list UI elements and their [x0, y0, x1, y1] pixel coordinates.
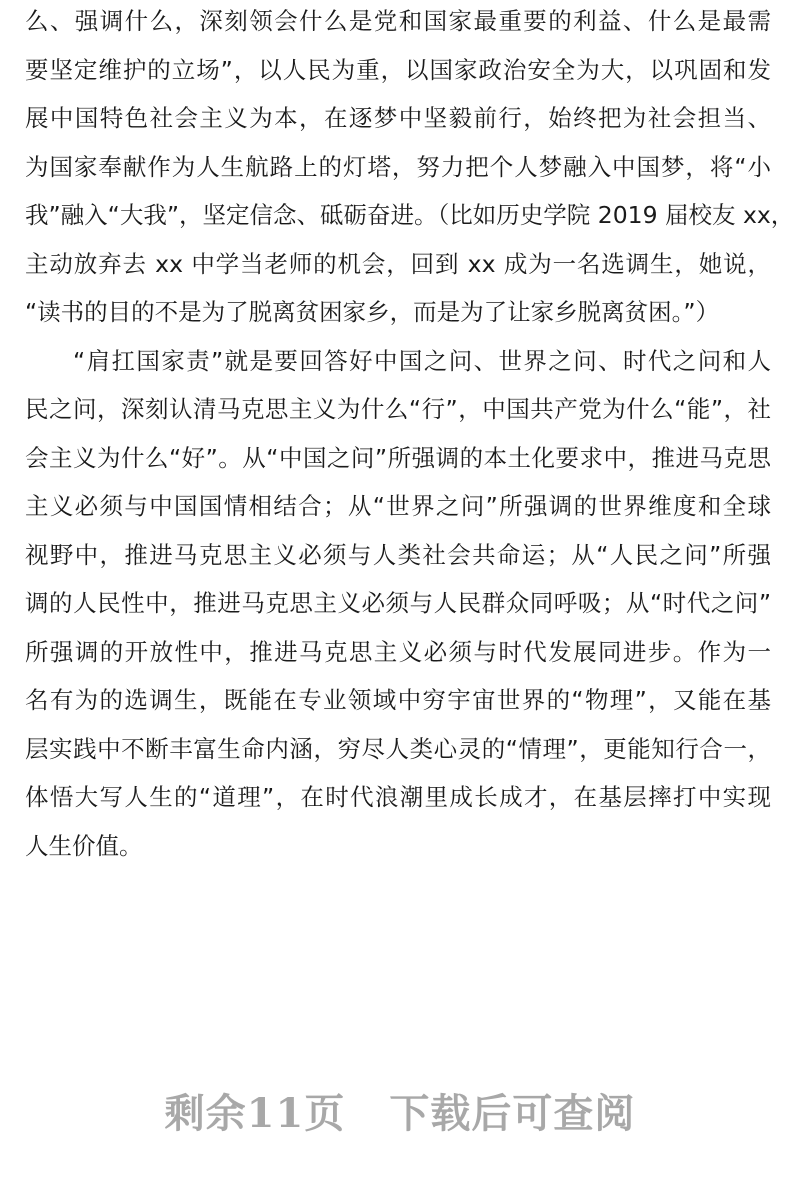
download-to-view-label[interactable]: 下载后可查阅 — [389, 1090, 636, 1137]
document-body — [25, 0, 795, 873]
text-line: 视野中，推进马克思主义必须与人类社会共命运；从“人民之问”所强 — [25, 540, 771, 569]
text-line: 层实践中不断丰富生命内涵，穷尽人类心灵的“情理”，更能知行合一， — [25, 734, 771, 763]
text-line: 为国家奉献作为人生航路上的灯塔，努力把个人梦融入中国梦，将“小 — [25, 152, 771, 181]
text-line: “读书的目的不是为了脱离贫困家乡，而是为了让家乡脱离贫困。”） — [25, 298, 720, 326]
download-prompt[interactable] — [0, 1082, 800, 1139]
text-line: 展中国特色社会主义为本，在逐梦中坚毅前行，始终把为社会担当、 — [25, 104, 771, 132]
text-line: 会主义为什么“好”。从“中国之问”所强调的本土化要求中，推进马克思 — [25, 443, 771, 472]
text-line: 主动放弃去 xx 中学当老师的机会，回到 xx 成为一名选调生，她说， — [25, 249, 771, 278]
paragraph-1 — [25, 0, 795, 340]
text-line: 名有为的选调生，既能在专业领域中穷宇宙世界的“物理”，又能在基 — [25, 686, 771, 714]
text-line: 要坚定维护的立场”，以人民为重，以国家政治安全为大，以巩固和发 — [25, 55, 771, 84]
text-line: 人生价值。 — [25, 831, 143, 860]
text-line: 我”融入“大我”，坚定信念、砥砺奋进。（比如历史学院 2019 届校友 xx， — [25, 201, 795, 229]
text-line: 所强调的开放性中，推进马克思主义必须与时代发展同进步。作为一 — [25, 637, 771, 666]
text-line: “肩扛国家责”就是要回答好中国之问、世界之问、时代之问和人 — [73, 346, 771, 375]
text-line: 调的人民性中，推进马克思主义必须与人民群众同呼吸；从“时代之问” — [25, 589, 771, 617]
remaining-pages-label: 剩余11页 — [164, 1090, 346, 1137]
text-line: 体悟大写人生的“道理”，在时代浪潮里成长成才，在基层摔打中实现 — [25, 783, 771, 811]
text-line: 民之问，深刻认清马克思主义为什么“行”，中国共产党为什么“能”，社 — [25, 395, 771, 423]
text-line: 么、强调什么，深刻领会什么是党和国家最重要的利益、什么是最需 — [25, 7, 771, 35]
paragraph-2 — [25, 340, 771, 874]
text-line: 主义必须与中国国情相结合；从“世界之问”所强调的世界维度和全球 — [25, 492, 771, 520]
